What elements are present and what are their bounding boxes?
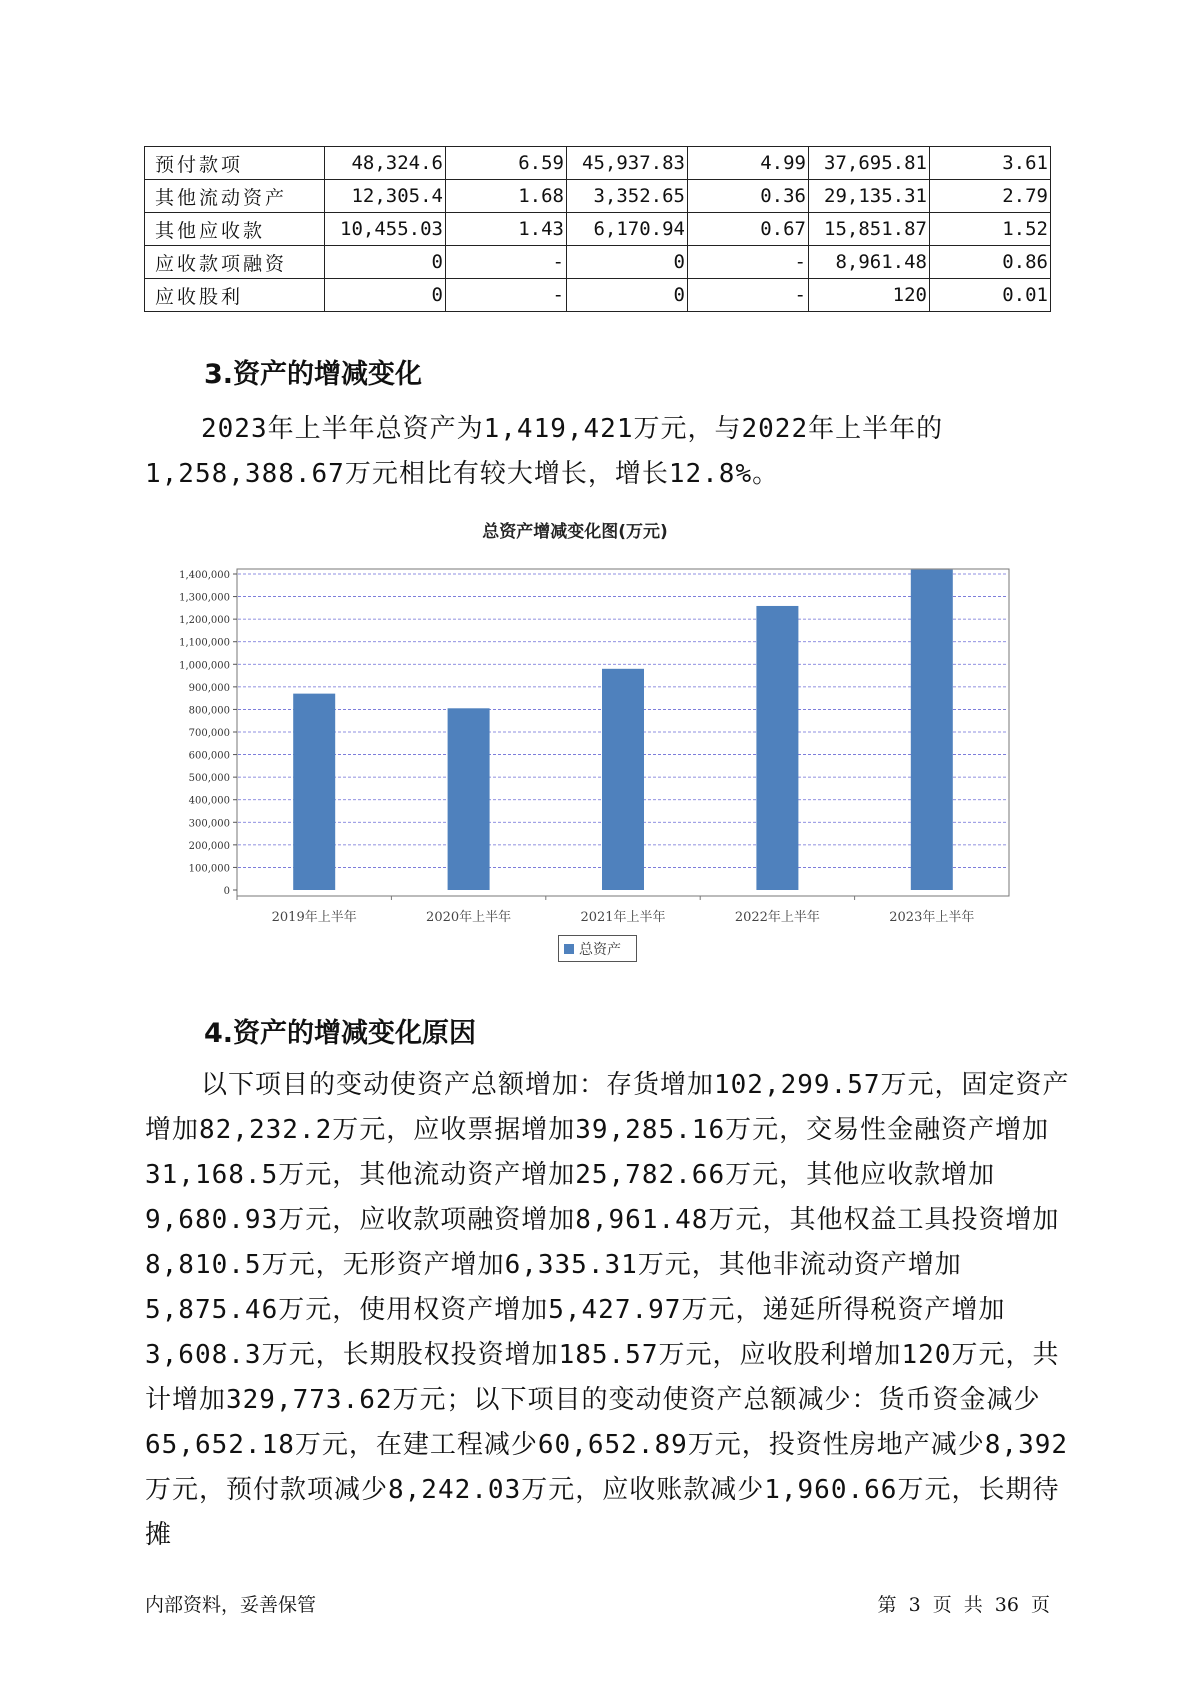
chart-bar [911,570,953,890]
x-tick-label: 2020年上半年 [426,910,512,925]
chart-bar [448,708,490,890]
table-cell: 120 [809,279,930,312]
row-label: 应收股利 [145,279,325,312]
chart-legend [558,935,638,963]
y-tick-label: 400,000 [188,795,230,807]
table-cell: 1.68 [446,180,567,213]
y-tick-label: 200,000 [188,840,230,852]
row-label: 预付款项 [145,147,325,180]
y-tick-label: 800,000 [188,705,230,717]
chart-title: 总资产增减变化图(万元) [482,522,668,542]
section-heading: 4.资产的增减变化原因 [204,1018,477,1049]
table-cell: 12,305.4 [325,180,446,213]
table-cell: - [446,279,567,312]
chart-bar [293,694,335,890]
table-cell: 29,135.31 [809,180,930,213]
y-tick-label: 700,000 [188,728,230,739]
table-cell: 3.61 [930,147,1051,180]
table-row [145,147,1051,180]
table-cell: 0 [567,279,688,312]
table-cell: 45,937.83 [567,147,688,180]
total-assets-chart [144,517,1026,925]
section-paragraph: 以下项目的变动使资产总额增加：存货增加102,299.57万元，固定资产增加82,232.2万元，应收票据增加39,285.16万元，交易性金融资产增加31,168.5万元，其他流动资产增加25,782.66万元，其他应收款增加9,680.93万元，应收款项融资增加8,961.48万元，其他权益工具投资增加8,810.5万元，无形资产增加6,335.31万元，其他非流动资产增加5,875.46万元，使用权资产增加5,427.97万元，递延所得税资产增加3,608.3万元，长期股权投资增加185.57万元，应收股利增加120万元，共计增加329,773.62万元；以下项目的变动使资产总额减少：货币资金减少65,652.18万元，在建工程减少60,652.89万元，投资性房地产减少8,392万元，预付款项减少8,242.03万元，应收账款减少1,960.66万元，长期待摊 [145,1070,1070,1550]
table-cell: 6,170.94 [567,213,688,246]
table-cell: 0 [567,246,688,279]
section-heading: 3.资产的增减变化 [204,359,423,390]
asset-table [144,146,1050,312]
table-cell: 0.67 [688,213,809,246]
table-row [145,213,1051,246]
y-tick-label: 900,000 [188,682,230,694]
table-cell: 3,352.65 [567,180,688,213]
table-cell: 1.52 [930,213,1051,246]
y-tick-label: 1,300,000 [179,592,230,604]
legend-label: 总资产 [579,942,621,958]
table-cell: 8,961.48 [809,246,930,279]
table-cell: - [688,279,809,312]
x-tick-label: 2022年上半年 [734,910,820,925]
table-cell: - [446,246,567,279]
y-tick-label: 0 [223,886,230,897]
table-cell: 1.43 [446,213,567,246]
legend-swatch [564,944,574,954]
table-row [145,180,1051,213]
row-label: 其他应收款 [145,213,325,246]
table-cell: 0 [325,246,446,279]
table-cell: 0.86 [930,246,1051,279]
table-cell: 37,695.81 [809,147,930,180]
x-tick-label: 2021年上半年 [580,910,666,925]
chart-bar [756,606,798,890]
section-paragraph: 2023年上半年总资产为1,419,421万元，与2022年上半年的1,258,388.67万元相比有较大增长，增长12.8%。 [145,414,944,489]
table-cell: 4.99 [688,147,809,180]
x-tick-label: 2023年上半年 [889,910,975,925]
table-cell: 0 [325,279,446,312]
y-tick-label: 1,400,000 [179,570,230,581]
row-label: 应收款项融资 [145,246,325,279]
y-tick-label: 1,000,000 [179,660,230,672]
chart-bar [602,669,644,890]
table-cell: 0.36 [688,180,809,213]
asset-table-body [145,147,1051,312]
footer-note: 内部资料，妥善保管 [145,1594,317,1616]
table-row [145,246,1051,279]
y-tick-label: 500,000 [188,773,230,785]
table-cell: 48,324.6 [325,147,446,180]
y-tick-label: 1,100,000 [179,637,230,649]
page-number: 第 3 页 共 36 页 [877,1594,1050,1616]
table-cell: 0.01 [930,279,1051,312]
row-label: 其他流动资产 [145,180,325,213]
table-cell: 15,851.87 [809,213,930,246]
table-row [145,279,1051,312]
table-cell: - [688,246,809,279]
y-tick-label: 600,000 [188,750,230,762]
y-tick-label: 1,200,000 [179,615,230,627]
table-cell: 2.79 [930,180,1051,213]
table-cell: 10,455.03 [325,213,446,246]
x-tick-label: 2019年上半年 [271,910,357,925]
y-tick-label: 100,000 [188,863,230,875]
table-cell: 6.59 [446,147,567,180]
y-tick-label: 300,000 [188,818,230,830]
